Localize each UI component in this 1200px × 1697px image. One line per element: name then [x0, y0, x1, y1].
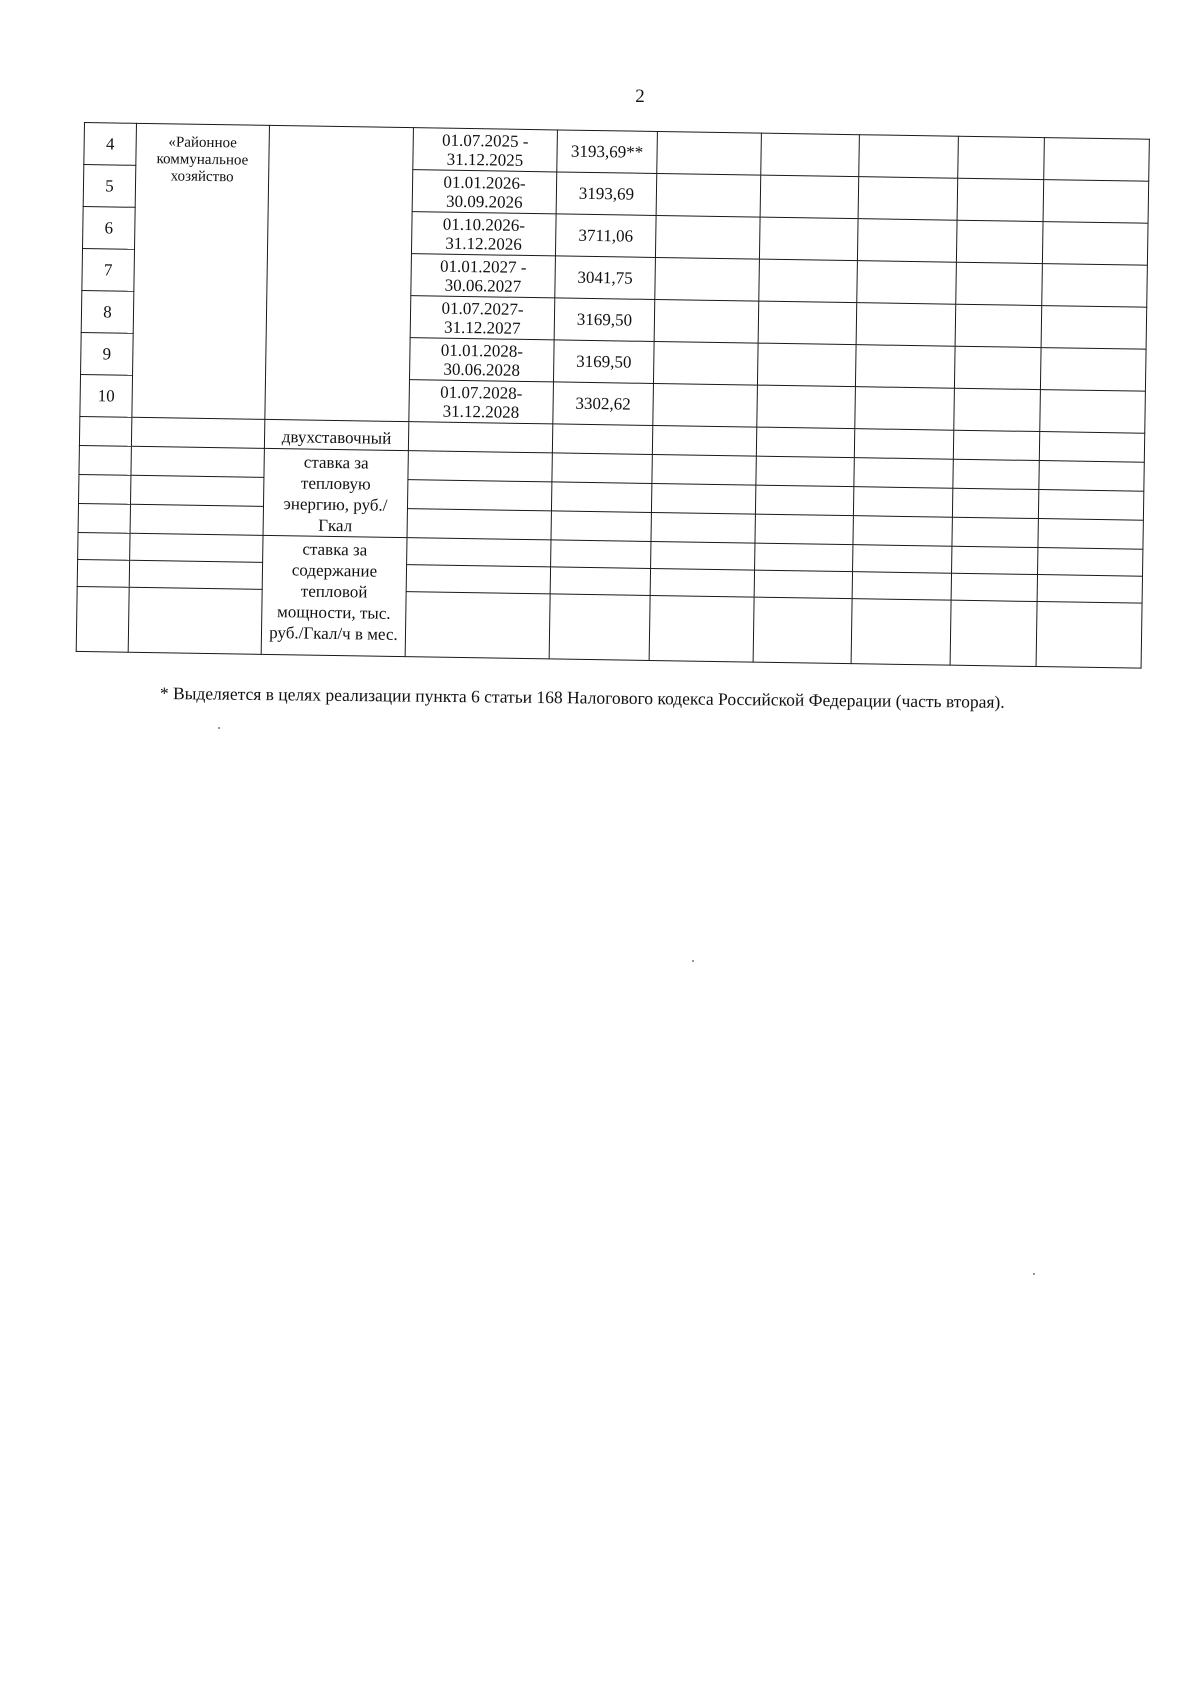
period-to: 30.06.2027	[444, 275, 522, 296]
row-number: 7	[82, 248, 135, 291]
period-to: 31.12.2027	[443, 317, 521, 338]
page-number: 2	[635, 86, 645, 107]
period-from: 01.07.2028-	[440, 382, 523, 403]
tariff-value: 3041,75	[555, 256, 656, 300]
period-to: 31.12.2028	[442, 401, 520, 422]
scan-speck	[1033, 1273, 1035, 1275]
period-from: 01.01.2027 -	[439, 256, 527, 277]
tariff-type-empty-cell	[265, 125, 414, 421]
row-number: 9	[81, 332, 134, 375]
period-to: 30.06.2028	[443, 359, 521, 380]
scan-speck	[218, 727, 220, 729]
energy-rate-label: ставка за тепловую энергию, руб./Гкал	[263, 448, 408, 537]
period-from: 01.10.2026-	[442, 214, 526, 235]
period-cell	[413, 128, 558, 172]
period-cell	[411, 254, 556, 298]
period-to: 30.09.2026	[445, 191, 523, 212]
period-to: 31.12.2026	[445, 233, 523, 254]
tariff-value: 3193,69**	[557, 130, 658, 174]
period-to: 31.12.2025	[446, 149, 524, 170]
period-from: 01.01.2026-	[443, 172, 526, 193]
scan-speck	[692, 960, 694, 962]
row-number: 5	[83, 165, 136, 208]
tariff-value: 3169,50	[554, 298, 655, 342]
row-number: 10	[80, 374, 133, 417]
period-from: 01.01.2028-	[440, 340, 524, 361]
two-rate-label: двухставочный	[264, 419, 408, 450]
period-from: 01.07.2027-	[441, 298, 524, 319]
tariff-table	[76, 122, 1150, 669]
organization-name: «Районное коммунальное хозяйство	[132, 123, 270, 419]
row-number: 4	[84, 123, 137, 166]
row-number: 6	[83, 206, 136, 249]
row-number: 8	[81, 290, 134, 333]
period-cell	[412, 170, 557, 214]
tariff-value: 3169,50	[553, 340, 654, 384]
tariff-value: 3711,06	[555, 214, 656, 258]
period-from: 01.07.2025 -	[441, 130, 529, 151]
period-cell	[411, 212, 556, 256]
capacity-rate-label: ставка за содержание тепловой мощности, тыс. руб./Гкал/ч в мес.	[261, 535, 407, 656]
period-cell	[410, 296, 555, 340]
tariff-value: 3302,62	[553, 382, 654, 426]
period-cell	[409, 380, 554, 424]
period-cell	[409, 338, 554, 382]
footnote: * Выделяется в целях реализации пункта 6 статьи 168 Налогового кодекса Российской Федерации (часть вторая).	[159, 683, 1005, 712]
tariff-value: 3193,69	[556, 172, 657, 216]
